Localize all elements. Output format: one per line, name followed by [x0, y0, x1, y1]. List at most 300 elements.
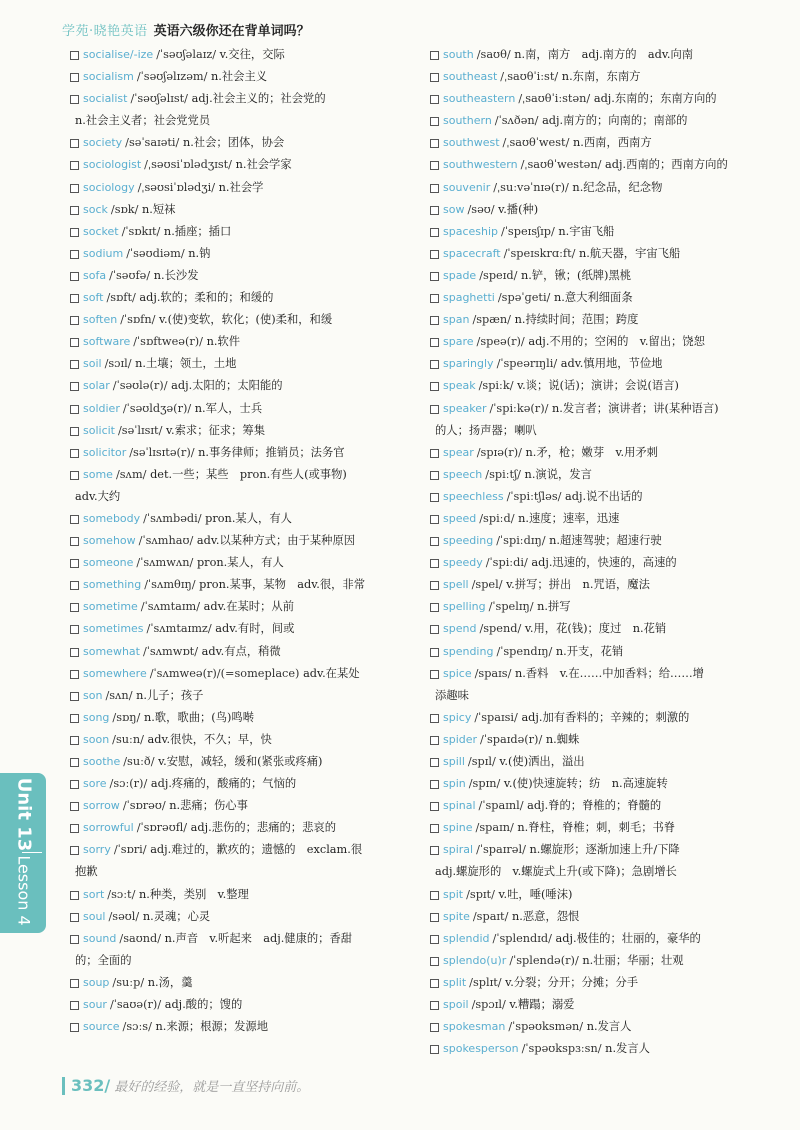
checkbox-icon[interactable]	[70, 1023, 79, 1032]
phonetic: /ˈsɒri/	[113, 843, 147, 857]
vocab-word: source	[83, 1020, 120, 1034]
vocab-word: sour	[83, 998, 107, 1012]
checkbox-icon[interactable]	[70, 405, 79, 414]
checkbox-icon[interactable]	[70, 338, 79, 347]
definition: adj.酸的；馊的	[164, 998, 243, 1012]
vocab-entry	[430, 574, 770, 596]
definition: adj.迅速的，快速的，高速的	[531, 556, 677, 570]
phonetic: /ˈspendɪŋ/	[496, 644, 553, 658]
phonetic: /sʌm/	[115, 467, 147, 481]
checkbox-icon[interactable]	[70, 537, 79, 546]
vocab-entry	[70, 574, 400, 596]
checkbox-icon[interactable]	[430, 559, 439, 568]
checkbox-icon[interactable]	[70, 891, 79, 900]
vocab-word: sometime	[83, 600, 138, 614]
vocab-entry	[70, 751, 400, 773]
phonetic: /ˌsəʊsiˈɒlədʒɪst/	[144, 158, 232, 172]
definition-continued: 抱歉	[75, 865, 98, 879]
vocab-word: speak	[443, 379, 476, 393]
definition: n.种类，类别 v.整理	[138, 887, 249, 901]
checkbox-icon[interactable]	[430, 51, 439, 60]
vocab-entry	[70, 928, 400, 950]
phonetic: /spel/	[471, 578, 503, 592]
vocab-entry	[430, 751, 770, 773]
checkbox-icon[interactable]	[430, 1023, 439, 1032]
checkbox-icon[interactable]	[70, 184, 79, 193]
phonetic: /ˈsʌðən/	[494, 114, 539, 128]
definition: v.吐，唾(唾沫)	[498, 887, 573, 901]
checkbox-icon[interactable]	[70, 206, 79, 215]
definition: n.歌，歌曲；(鸟)鸣啭	[143, 710, 254, 724]
vocab-word: sorrow	[83, 799, 120, 813]
checkbox-icon[interactable]	[70, 471, 79, 480]
phonetic: /ˌsaʊθˈwestən/	[520, 158, 602, 172]
vocab-word: solicitor	[83, 445, 127, 459]
vocab-entry	[70, 641, 400, 663]
vocab-entry	[70, 530, 400, 552]
checkbox-icon[interactable]	[430, 360, 439, 369]
checkbox-icon[interactable]	[430, 891, 439, 900]
definition: adj.西南的；西南方向的	[605, 158, 728, 172]
definition: v.交往，交际	[219, 48, 285, 61]
checkbox-icon[interactable]	[70, 824, 79, 833]
vocab-word: software	[83, 335, 131, 349]
checkbox-icon[interactable]	[430, 294, 439, 303]
checkbox-icon[interactable]	[430, 714, 439, 723]
vocab-entry	[70, 442, 400, 464]
checkbox-icon[interactable]	[430, 581, 439, 590]
page-header	[62, 20, 310, 39]
vocab-entry	[70, 707, 400, 729]
phonetic: /ˌsəʊsiˈɒlədʒi/	[137, 180, 216, 194]
definition: v.谈；说(话)；演讲；会说(语言)	[517, 379, 679, 393]
definition: n.军人，士兵	[194, 401, 263, 415]
checkbox-icon[interactable]	[430, 979, 439, 988]
vocab-entry	[70, 44, 400, 66]
vocab-entry	[430, 884, 770, 906]
checkbox-icon[interactable]	[70, 95, 79, 104]
checkbox-icon[interactable]	[70, 139, 79, 148]
phonetic: /səˈsaɪəti/	[125, 136, 180, 150]
header-title: 英语六级你还在背单词吗？	[153, 24, 310, 39]
checkbox-icon[interactable]	[430, 648, 439, 657]
lesson-label: Lesson 4	[14, 854, 34, 926]
checkbox-icon[interactable]	[70, 780, 79, 789]
checkbox-icon[interactable]	[430, 338, 439, 347]
phonetic: /spaɪn/	[475, 821, 514, 835]
checkbox-icon[interactable]	[430, 846, 439, 855]
definition: adj.社会主义的；社会党的	[191, 92, 326, 106]
checkbox-icon[interactable]	[430, 802, 439, 811]
phonetic: /ˈsʌmtaɪm/	[140, 600, 201, 614]
phonetic: /sɔɪl/	[104, 357, 132, 371]
checkbox-icon[interactable]	[430, 471, 439, 480]
phonetic: /spaɪs/	[474, 666, 512, 680]
definition-continued: adj.螺旋形的 v.螺旋式上升(或下降)；急剧增长	[435, 865, 677, 879]
vocab-word: sore	[83, 777, 107, 791]
definition: n.社会学家	[235, 158, 292, 172]
checkbox-icon[interactable]	[70, 161, 79, 170]
definition: n.航天器，宇宙飞船	[579, 246, 681, 260]
vocab-word: souvenir	[443, 180, 491, 194]
vocab-entry	[70, 994, 400, 1016]
vocab-entry	[430, 442, 770, 464]
brand-name: 学苑·晓艳英语	[62, 24, 148, 39]
vocab-word: song	[83, 710, 110, 724]
vocab-word: southwestern	[443, 158, 518, 172]
checkbox-icon[interactable]	[70, 913, 79, 922]
phonetic: /speɪd/	[479, 268, 518, 282]
checkbox-icon[interactable]	[430, 515, 439, 524]
checkbox-icon[interactable]	[430, 117, 439, 126]
phonetic: /ˈspeɪskrɑːft/	[503, 246, 576, 260]
definition: n.速度；速率，迅速	[518, 511, 620, 525]
definition: n.短袜	[141, 202, 176, 216]
checkbox-icon[interactable]	[430, 228, 439, 237]
vocab-word: sofa	[83, 268, 107, 282]
definition: adv.在某处	[303, 666, 360, 680]
checkbox-icon[interactable]	[430, 913, 439, 922]
phonetic: /ˈsʌmwɒt/	[142, 644, 199, 658]
checkbox-icon[interactable]	[430, 493, 439, 502]
phonetic: /ˈspaɪdə(r)/	[480, 732, 543, 746]
vocab-word: spine	[443, 821, 473, 835]
vocab-word: splendo(u)r	[443, 953, 507, 967]
vocab-word: sparingly	[443, 357, 494, 371]
phonetic: /ˈspiːdi/	[485, 556, 528, 570]
phonetic: /ˈsʌmtaɪmz/	[146, 622, 212, 636]
vocab-entry	[430, 618, 770, 640]
checkbox-icon[interactable]	[430, 206, 439, 215]
definition: n.长沙发	[153, 268, 199, 282]
checkbox-icon[interactable]	[70, 758, 79, 767]
checkbox-icon[interactable]	[430, 449, 439, 458]
definition-continued: 的；全面的	[75, 953, 132, 967]
checkbox-icon[interactable]	[430, 250, 439, 259]
vocab-word: spell	[443, 578, 469, 592]
checkbox-icon[interactable]	[430, 316, 439, 325]
phonetic: /sɒk/	[110, 202, 139, 216]
vocab-word: spaghetti	[443, 291, 495, 305]
vocab-word: socket	[83, 224, 119, 238]
phonetic: /spɔɪl/	[471, 998, 506, 1012]
vocab-word: some	[83, 467, 113, 481]
phonetic: /ˈsʌmweə(r)/(=someplace)	[149, 666, 300, 680]
phonetic: /spiːtʃ/	[485, 467, 521, 481]
vocab-word: span	[443, 313, 470, 327]
checkbox-icon[interactable]	[430, 537, 439, 546]
definition-continued: 的人；扬声器；喇叭	[435, 423, 537, 437]
phonetic: /ˌsuːvəˈnɪə(r)/	[493, 180, 569, 194]
vocab-word: soon	[83, 732, 110, 746]
phonetic: /ˈsəʊfə/	[109, 268, 151, 282]
vocab-entry	[70, 552, 400, 574]
left-word-column	[70, 44, 400, 1038]
vocab-entry	[430, 641, 770, 663]
phonetic: /spɪt/	[466, 887, 495, 901]
checkbox-icon[interactable]	[430, 272, 439, 281]
checkbox-icon[interactable]	[70, 979, 79, 988]
checkbox-icon[interactable]	[70, 250, 79, 259]
vocab-entry	[70, 353, 400, 375]
checkbox-icon[interactable]	[430, 957, 439, 966]
vocab-word: sound	[83, 931, 117, 945]
vocab-word: spaceship	[443, 224, 499, 238]
definition: n.插座；插口	[163, 224, 232, 238]
phonetic: /ˈspeɪsʃɪp/	[501, 224, 555, 238]
definition: v.糟蹋；溺爱	[509, 998, 575, 1012]
phonetic: /spiːk/	[478, 379, 514, 393]
checkbox-icon[interactable]	[70, 449, 79, 458]
vocab-entry	[430, 906, 770, 928]
vocab-entry	[70, 287, 400, 309]
phonetic: /ˈsəʊdiəm/	[126, 246, 185, 260]
phonetic: /ˈspəʊkspɜːsn/	[521, 1042, 602, 1056]
vocab-word: socialism	[83, 70, 134, 84]
phonetic: /ˈsplendɪd/	[492, 931, 552, 945]
definition: n.社会；团体，协会	[182, 136, 285, 150]
checkbox-icon[interactable]	[430, 935, 439, 944]
vocab-word: southeastern	[443, 92, 516, 106]
vocab-word: spit	[443, 887, 464, 901]
vocab-word: soil	[83, 357, 102, 371]
vocab-entry	[430, 265, 770, 287]
checkbox-icon[interactable]	[70, 51, 79, 60]
checkbox-icon[interactable]	[70, 272, 79, 281]
vocab-word: sow	[443, 202, 465, 216]
checkbox-icon[interactable]	[70, 670, 79, 679]
checkbox-icon[interactable]	[430, 736, 439, 745]
definition: n.悲痛；伤心事	[169, 799, 248, 813]
phonetic: /ˈspeərɪŋli/	[496, 357, 558, 371]
definition: adv.以某种方式；由于某种原因	[196, 534, 356, 548]
vocab-word: socialist	[83, 92, 128, 106]
phonetic: /ˈsəʊldʒə(r)/	[122, 401, 192, 415]
checkbox-icon[interactable]	[430, 670, 439, 679]
phonetic: /saʊθ/	[476, 48, 511, 61]
checkbox-icon[interactable]	[430, 73, 439, 82]
definition: v.拼写；拼出 n.咒语，魔法	[506, 578, 650, 592]
vocab-word: sorrowful	[83, 821, 134, 835]
vocab-word: soul	[83, 909, 106, 923]
phonetic: /səˈlɪsɪt/	[118, 423, 163, 437]
phonetic: /sɔː(r)/	[109, 777, 148, 791]
phonetic: /ˈsəʊʃəlaɪz/	[156, 48, 217, 61]
checkbox-icon[interactable]	[430, 603, 439, 612]
checkbox-icon[interactable]	[70, 515, 79, 524]
vocab-entry	[430, 287, 770, 309]
vocab-word: speaker	[443, 401, 487, 415]
checkbox-icon[interactable]	[70, 736, 79, 745]
checkbox-icon[interactable]	[70, 228, 79, 237]
definition: v.用，花(钱)；度过 n.花销	[524, 622, 667, 636]
vocab-entry	[430, 243, 770, 265]
checkbox-icon[interactable]	[430, 382, 439, 391]
checkbox-icon[interactable]	[70, 73, 79, 82]
checkbox-icon[interactable]	[430, 139, 439, 148]
definition: v.安慰，减轻，缓和(紧张或疼痛)	[158, 755, 323, 768]
checkbox-icon[interactable]	[70, 360, 79, 369]
phonetic: /ˈspelɪŋ/	[488, 600, 534, 614]
checkbox-icon[interactable]	[70, 581, 79, 590]
phonetic: /ˌsaʊθˈiːst/	[500, 70, 559, 84]
checkbox-icon[interactable]	[70, 846, 79, 855]
checkbox-icon[interactable]	[70, 603, 79, 612]
definition: adj.南方的；向南的；南部的	[542, 114, 688, 128]
definition: adj.不用的；空闲的 v.留出；饶恕	[528, 335, 705, 349]
vocab-entry	[70, 221, 400, 243]
page-number-marker	[62, 1077, 65, 1095]
checkbox-icon[interactable]	[430, 625, 439, 634]
definition: n.脊柱，脊椎；刺，刺毛；书脊	[517, 821, 676, 835]
definition: n.开支，花销	[555, 644, 624, 658]
phonetic: /sɔːs/	[122, 1020, 152, 1034]
checkbox-icon[interactable]	[70, 692, 79, 701]
checkbox-icon[interactable]	[70, 802, 79, 811]
phonetic: /spaɪt/	[472, 909, 509, 923]
vocab-entry	[430, 375, 770, 397]
vocab-entry	[70, 177, 400, 199]
vocab-word: spinal	[443, 799, 476, 813]
phonetic: /spend/	[479, 622, 522, 636]
definition: n.香料 v.在……中加香料；给……增	[514, 666, 704, 680]
checkbox-icon[interactable]	[430, 780, 439, 789]
vocab-word: soup	[83, 975, 110, 989]
vocab-word: soft	[83, 291, 104, 305]
checkbox-icon[interactable]	[70, 935, 79, 944]
phonetic: /speə(r)/	[476, 335, 525, 349]
definition: adj.软的；柔和的；和缓的	[139, 291, 274, 305]
vocab-entry	[70, 375, 400, 397]
phonetic: /ˈspiːkə(r)/	[489, 401, 549, 415]
phonetic: /ˈsɒftweə(r)/	[133, 335, 203, 349]
page-number: 332/	[71, 1076, 111, 1095]
vocab-word: south	[443, 48, 474, 61]
checkbox-icon[interactable]	[70, 427, 79, 436]
vocab-word: spare	[443, 335, 474, 349]
vocab-entry	[430, 486, 770, 508]
phonetic: /səʊ/	[467, 202, 495, 216]
vocab-word: spin	[443, 777, 466, 791]
vocab-word: spade	[443, 268, 477, 282]
vocab-word: southern	[443, 114, 492, 128]
vocab-word: somewhere	[83, 666, 147, 680]
checkbox-icon[interactable]	[70, 625, 79, 634]
vocab-word: split	[443, 975, 467, 989]
definition: n.蜘蛛	[545, 732, 580, 746]
definition: pron.某人，有人	[196, 556, 284, 570]
definition: adj.悲伤的；悲痛的；悲哀的	[190, 821, 336, 835]
vocab-entry	[70, 132, 400, 154]
checkbox-icon[interactable]	[70, 316, 79, 325]
vocab-word: spend	[443, 622, 477, 636]
checkbox-icon[interactable]	[70, 559, 79, 568]
vocab-word: something	[83, 578, 142, 592]
phonetic: /ˈsʌmθɪŋ/	[144, 578, 196, 592]
phonetic: /ˈsɒkɪt/	[121, 224, 161, 238]
definition: n.意大利细面条	[553, 291, 633, 305]
checkbox-icon[interactable]	[430, 1001, 439, 1010]
checkbox-icon[interactable]	[70, 294, 79, 303]
phonetic: /ˈspaɪnl/	[478, 799, 524, 813]
phonetic: /spɪə(r)/	[476, 445, 522, 459]
vocab-entry	[70, 88, 400, 110]
checkbox-icon[interactable]	[70, 382, 79, 391]
phonetic: /suːp/	[112, 975, 145, 989]
definition: n.恶意，怨恨	[511, 909, 580, 923]
vocab-word: speech	[443, 467, 483, 481]
definition: n.社会学	[218, 180, 264, 194]
vocab-entry	[430, 1016, 770, 1038]
phonetic: /ˈspaɪsi/	[474, 710, 518, 724]
checkbox-icon[interactable]	[430, 1045, 439, 1054]
phonetic: /ˈsəʊʃəlɪzəm/	[136, 70, 208, 84]
vocab-word: southwest	[443, 136, 500, 150]
unit-label: Unit 13	[13, 777, 35, 851]
right-word-column	[430, 44, 770, 1060]
definition: n.儿子；孩子	[136, 688, 204, 702]
vocab-entry	[70, 663, 400, 685]
vocab-word: sociology	[83, 180, 135, 194]
vocab-entry	[430, 177, 770, 199]
definition: n.来源；根源；发源地	[155, 1020, 269, 1034]
checkbox-icon[interactable]	[430, 184, 439, 193]
definition-continued: 添趣味	[435, 688, 469, 702]
vocab-word: socialise/-ize	[83, 48, 154, 61]
definition: adv.很快，不久；早，快	[147, 732, 272, 746]
definition: n.演说，发言	[524, 467, 592, 481]
vocab-word: sorry	[83, 843, 111, 857]
checkbox-icon[interactable]	[430, 161, 439, 170]
definition: v.(使)洒出，溢出	[499, 755, 585, 768]
definition: n.宇宙飞船	[558, 224, 615, 238]
vocab-entry	[430, 928, 770, 950]
vocab-entry	[430, 552, 770, 574]
vocab-word: spear	[443, 445, 474, 459]
checkbox-icon[interactable]	[430, 405, 439, 414]
phonetic: /spiːd/	[479, 511, 515, 525]
definition: det.一些；某些 pron.有些人(或事物)	[150, 467, 347, 481]
phonetic: /ˈspiːtʃləs/	[506, 489, 562, 503]
vocab-entry	[430, 464, 770, 486]
checkbox-icon[interactable]	[430, 824, 439, 833]
definition: v.(使)变软，软化；(使)柔和，和缓	[159, 313, 333, 327]
vocab-entry	[70, 972, 400, 994]
vocab-word: southeast	[443, 70, 498, 84]
checkbox-icon[interactable]	[430, 758, 439, 767]
phonetic: /ˈsəʊlə(r)/	[112, 379, 168, 393]
checkbox-icon[interactable]	[430, 95, 439, 104]
checkbox-icon[interactable]	[70, 1001, 79, 1010]
vocab-entry	[70, 773, 400, 795]
phonetic: /ˈsɒrəʊfl/	[136, 821, 188, 835]
vocab-entry	[430, 839, 770, 861]
vocab-entry	[70, 884, 400, 906]
checkbox-icon[interactable]	[70, 714, 79, 723]
checkbox-icon[interactable]	[70, 648, 79, 657]
vocab-entry	[430, 663, 770, 685]
vocab-word: somehow	[83, 534, 136, 548]
definition: adj.太阳的；太阳能的	[171, 379, 283, 393]
vocab-word: speeding	[443, 534, 494, 548]
vocab-entry	[70, 596, 400, 618]
definition: n.钠	[188, 246, 211, 260]
phonetic: /suːð/	[123, 755, 155, 768]
definition: adj.东南的；东南方向的	[593, 92, 717, 106]
definition: n.事务律师；推销员；法务官	[198, 445, 345, 459]
vocab-entry	[430, 44, 770, 66]
vocab-entry	[70, 729, 400, 751]
